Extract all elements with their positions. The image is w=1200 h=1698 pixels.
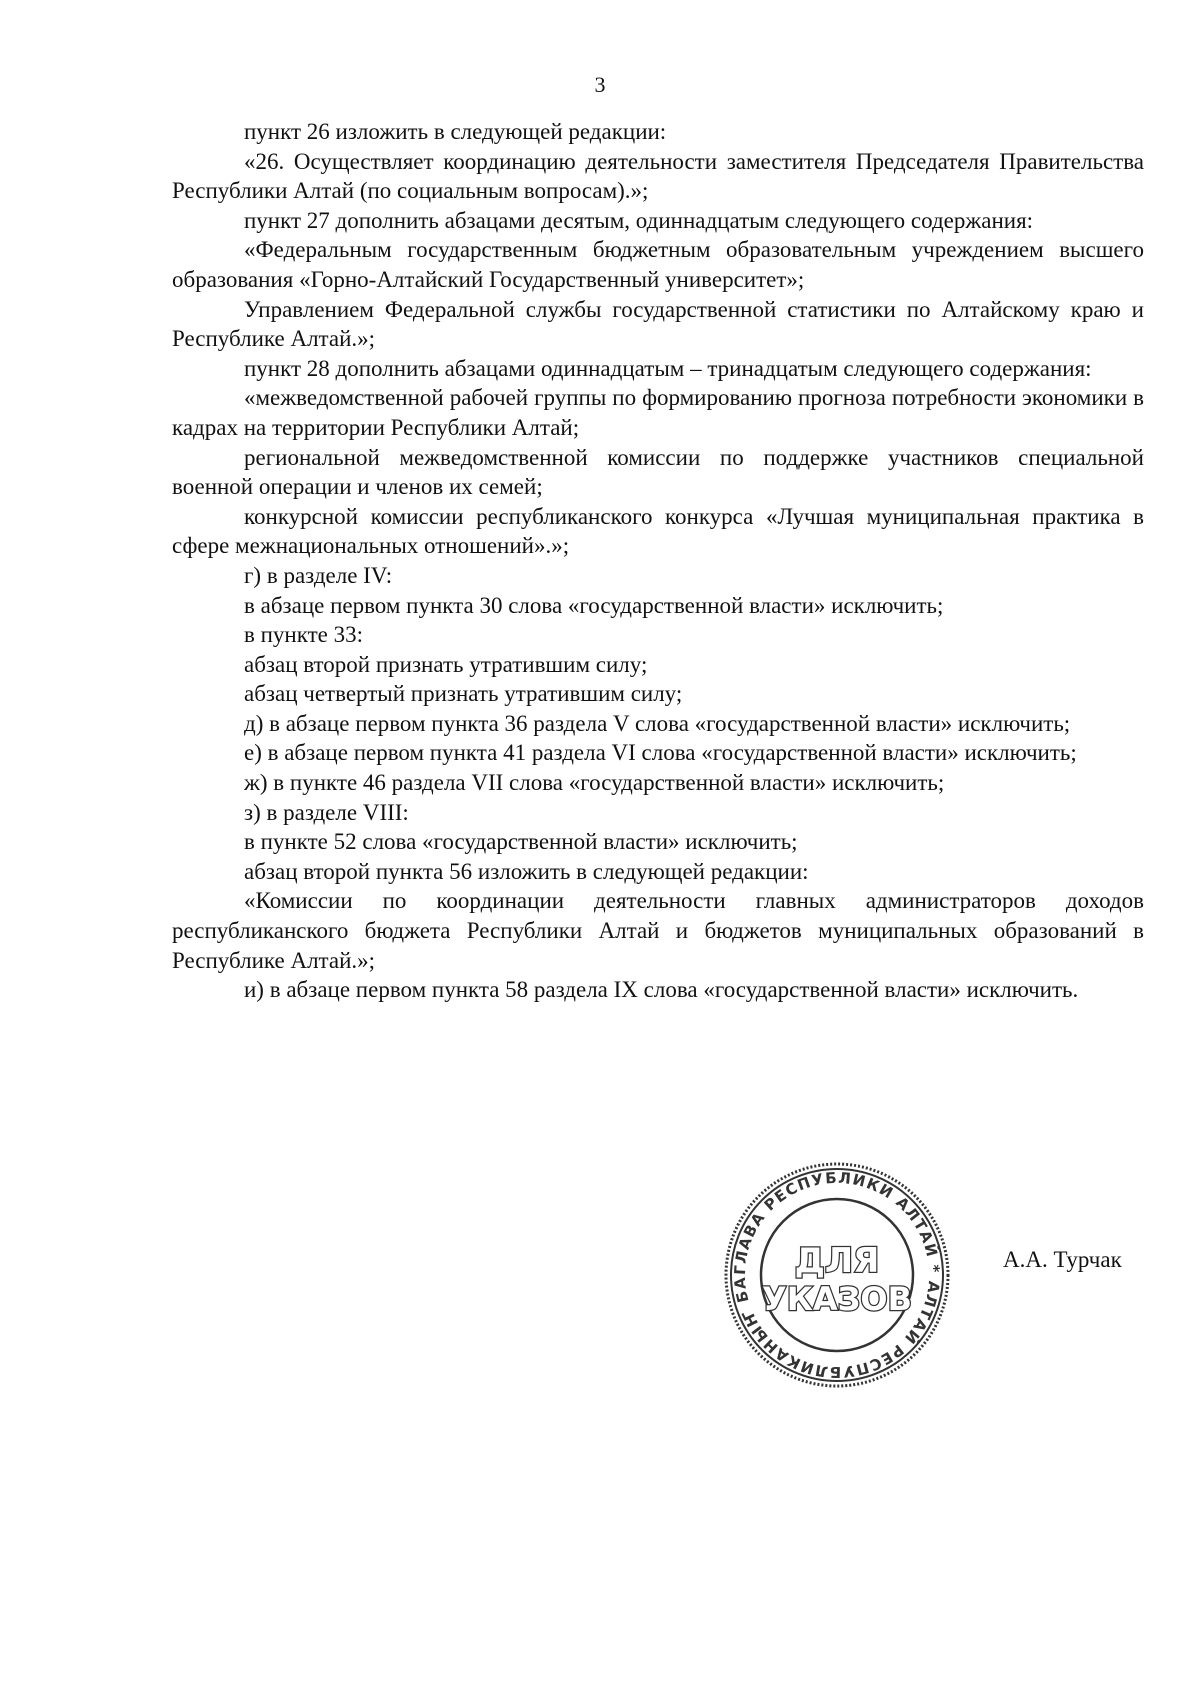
paragraph: Управлением Федеральной службы государственной статистики по Алтайскому краю и Республике Алтай.»; [172, 296, 1144, 352]
paragraph: з) в разделе VIII: [244, 799, 409, 825]
paragraph: в пункте 52 слова «государственной власти» исключить; [244, 829, 798, 855]
paragraph: «межведомственной рабочей группы по формированию прогноза потребности экономики в кадрах на территории Республики Алтай; [172, 385, 1144, 440]
stamp-center-line1: ДЛЯ [794, 1241, 880, 1281]
paragraph: абзац второй пункта 56 изложить в следующей редакции: [244, 858, 809, 884]
stamp-center-line2: УКАЗОВ [762, 1280, 912, 1318]
stamp-seal-icon [722, 1160, 952, 1390]
stamp-outer-text: ГЛАВА РЕСПУБЛИКИ АЛТАЙ * АЛТАЙ РЕСПУБЛИКАНЫҤ БА [730, 1168, 944, 1382]
paragraph: в абзаце первом пункта 30 слова «государственной власти» исключить; [244, 592, 944, 618]
paragraph: абзац второй признать утратившим силу; [244, 651, 648, 677]
paragraph: пункт 28 дополнить абзацами одиннадцатым – тринадцатым следующего содержания: [244, 355, 1092, 381]
paragraph: «Федеральным государственным бюджетным образовательным учреждением высшего образования «Горно-Алтайский Государственный университет»; [172, 237, 1144, 292]
official-stamp [722, 1160, 952, 1390]
paragraph: пункт 26 изложить в следующей редакции: [244, 119, 667, 144]
paragraph: в пункте 33: [244, 622, 363, 648]
paragraph: региональной межведомственной комиссии по поддержке участников специальной военной операции и членов их семей; [172, 444, 1144, 500]
paragraph: е) в абзаце первом пункта 41 раздела VI слова «государственной власти» исключить; [244, 740, 1077, 766]
page-number: 3 [594, 72, 606, 97]
paragraph: конкурсной комиссии республиканского конкурса «Лучшая муниципальная практика в сфере межнациональных отношений».»; [172, 503, 1144, 559]
signature-name: А.А. Турчак [1003, 1247, 1122, 1272]
paragraph: ж) в пункте 46 раздела VII слова «государственной власти» исключить; [244, 770, 945, 796]
paragraph: «26. Осуществляет координацию деятельности заместителя Председателя Правительства Республики Алтай (по социальным вопросам).»; [172, 148, 1144, 204]
paragraph: и) в абзаце первом пункта 58 раздела IX слова «государственной власти» исключить. [244, 977, 1079, 1003]
paragraph: д) в абзаце первом пункта 36 раздела V слова «государственной власти» исключить; [244, 710, 1071, 736]
paragraph: пункт 27 дополнить абзацами десятым, одиннадцатым следующего содержания: [244, 207, 1034, 233]
document-body [172, 117, 1144, 1005]
paragraph: «Комиссии по координации деятельности главных администраторов доходов республиканского бюджета Республики Алтай и бюджетов муниципальных образований в Республике Алтай.»; [172, 888, 1144, 973]
paragraph: абзац четвертый признать утратившим силу; [244, 681, 683, 707]
paragraph: г) в разделе IV: [244, 562, 393, 588]
